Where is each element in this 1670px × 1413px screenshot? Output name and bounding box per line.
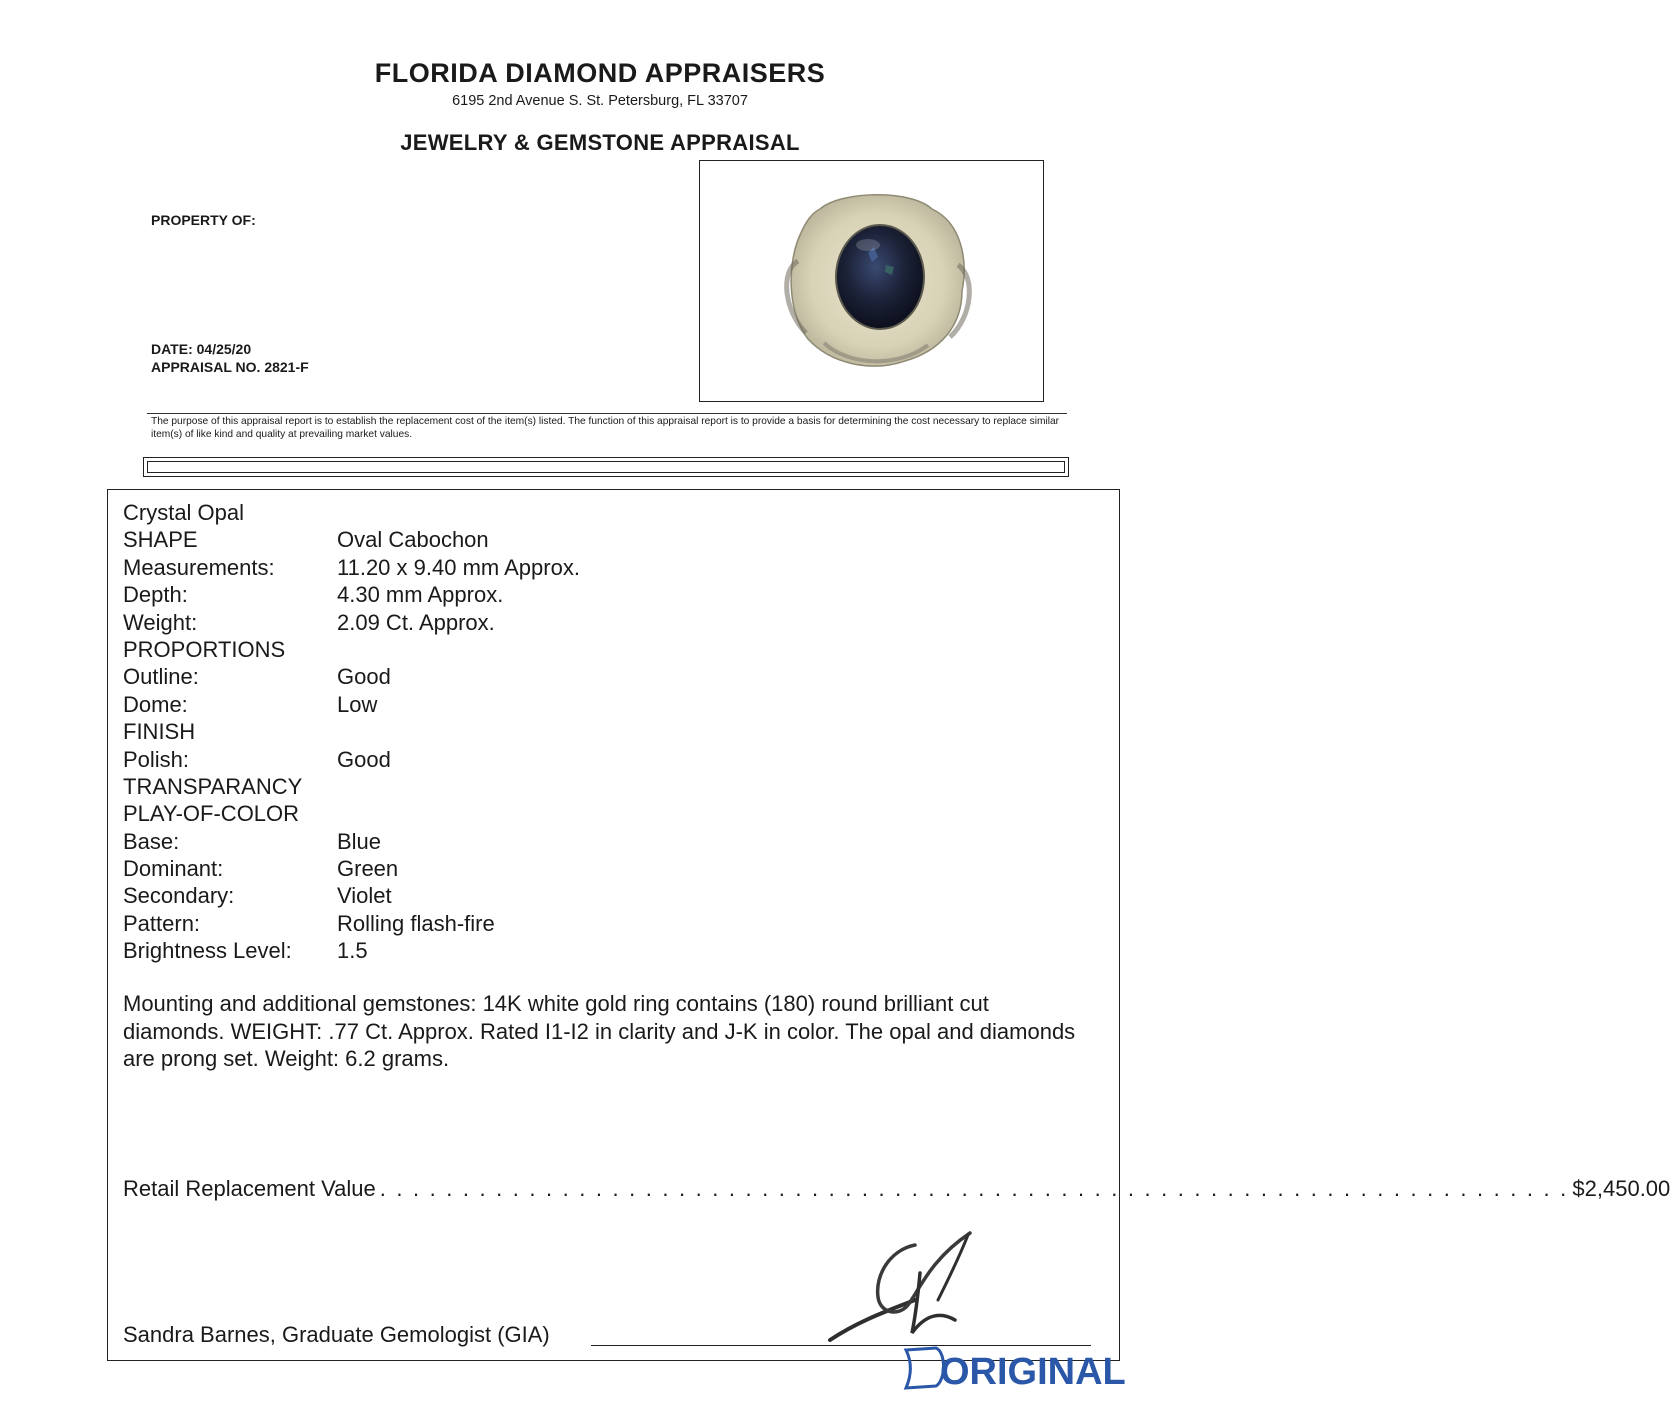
- spec-value: Violet: [337, 883, 392, 909]
- spec-row: [123, 937, 580, 964]
- double-rule-inner: [147, 461, 1065, 473]
- signature-mark: [820, 1225, 990, 1345]
- spec-label: PROPORTIONS: [123, 636, 286, 662]
- spec-label: Dominant:: [123, 856, 224, 882]
- retail-value-amount: $2,450.00: [1572, 1176, 1670, 1201]
- spec-row: [123, 855, 580, 882]
- retail-value-line: [123, 1176, 1670, 1202]
- spec-row: [123, 773, 580, 800]
- spec-value: Oval Cabochon: [337, 527, 489, 553]
- spec-value: 11.20 x 9.40 mm Approx.: [337, 554, 580, 580]
- spec-row: [123, 910, 580, 937]
- spec-label: Polish:: [123, 746, 190, 772]
- spec-value: Low: [337, 691, 378, 717]
- spec-value: Good: [337, 746, 391, 772]
- retail-dot-leader: . . . . . . . . . . . . . . . . . . . . . . . . . . . . . . . . . . . . . . . . . . . . . . . . . . . . . . . . . . . . . . . . . . . . . . . .: [379, 1176, 1569, 1201]
- spec-row: [123, 581, 580, 608]
- spec-value: Rolling flash-fire: [337, 910, 495, 936]
- mounting-description: Mounting and additional gemstones: 14K white gold ring contains (180) round brilliant cut diamonds. WEIGHT: .77 Ct. Approx. Rated I1-I2 in clarity and J-K in color. The opal and diamonds are prong set. Weight: 6.2 grams.: [123, 991, 1076, 1071]
- signer-name: Sandra Barnes, Graduate Gemologist (GIA): [123, 1322, 550, 1347]
- purpose-statement: The purpose of this appraisal report is to establish the replacement cost of the item(s) listed. The function of this appraisal report is to provide a basis for determining the cost necessary to replace similar item(s) of like kind and quality at prevailing market values.: [151, 416, 1060, 440]
- original-stamp: [900, 1344, 1126, 1393]
- spec-label: Outline:: [123, 664, 199, 690]
- spec-row: [123, 636, 580, 663]
- spec-label: Measurements:: [123, 554, 275, 580]
- ring-photo: [700, 161, 1042, 400]
- spec-label: Depth:: [123, 582, 188, 608]
- spec-label: FINISH: [123, 719, 196, 745]
- spec-value: 2.09 Ct. Approx.: [337, 609, 495, 635]
- spec-label: Base:: [123, 828, 180, 854]
- company-name: FLORIDA DIAMOND APPRAISERS: [374, 58, 826, 88]
- spec-row: [123, 718, 580, 745]
- spec-value: Blue: [337, 828, 382, 854]
- spec-value: 4.30 mm Approx.: [337, 582, 504, 608]
- property-of-label: PROPERTY OF:: [151, 212, 256, 228]
- spec-value: Good: [337, 664, 391, 690]
- spec-label: Brightness Level:: [123, 938, 292, 964]
- spec-row: [123, 499, 580, 526]
- stamp-text: ORIGINAL: [940, 1351, 1126, 1393]
- spec-label: TRANSPARANCY: [123, 773, 303, 799]
- appraisal-number: APPRAISAL NO. 2821-F: [151, 359, 309, 375]
- spec-row: [123, 554, 580, 581]
- spec-row: [123, 800, 580, 827]
- spec-row: [123, 691, 580, 718]
- spec-label: Secondary:: [123, 883, 235, 909]
- double-rule-box: [143, 457, 1069, 477]
- spec-label: Weight:: [123, 609, 198, 635]
- spec-row: [123, 828, 580, 855]
- spec-row: [123, 526, 580, 553]
- spec-list: [123, 499, 580, 965]
- document-title: JEWELRY & GEMSTONE APPRAISAL: [400, 130, 800, 155]
- spec-label: Dome:: [123, 691, 188, 717]
- spec-label: PLAY-OF-COLOR: [123, 801, 300, 827]
- spec-row: [123, 663, 580, 690]
- retail-value-label: Retail Replacement Value: [123, 1176, 376, 1201]
- spec-value: 1.5: [337, 938, 368, 964]
- spec-label: Crystal Opal: [123, 500, 245, 525]
- spec-label: SHAPE: [123, 527, 198, 553]
- spec-row: [123, 746, 580, 773]
- appraisal-date: DATE: 04/25/20: [151, 341, 252, 357]
- item-photo-frame: [699, 160, 1044, 402]
- spec-value: Green: [337, 856, 399, 882]
- header-divider: [147, 413, 1067, 414]
- spec-label: Pattern:: [123, 910, 201, 936]
- company-address: 6195 2nd Avenue S. St. Petersburg, FL 33707: [452, 93, 748, 109]
- spec-row: [123, 882, 580, 909]
- spec-row: [123, 609, 580, 636]
